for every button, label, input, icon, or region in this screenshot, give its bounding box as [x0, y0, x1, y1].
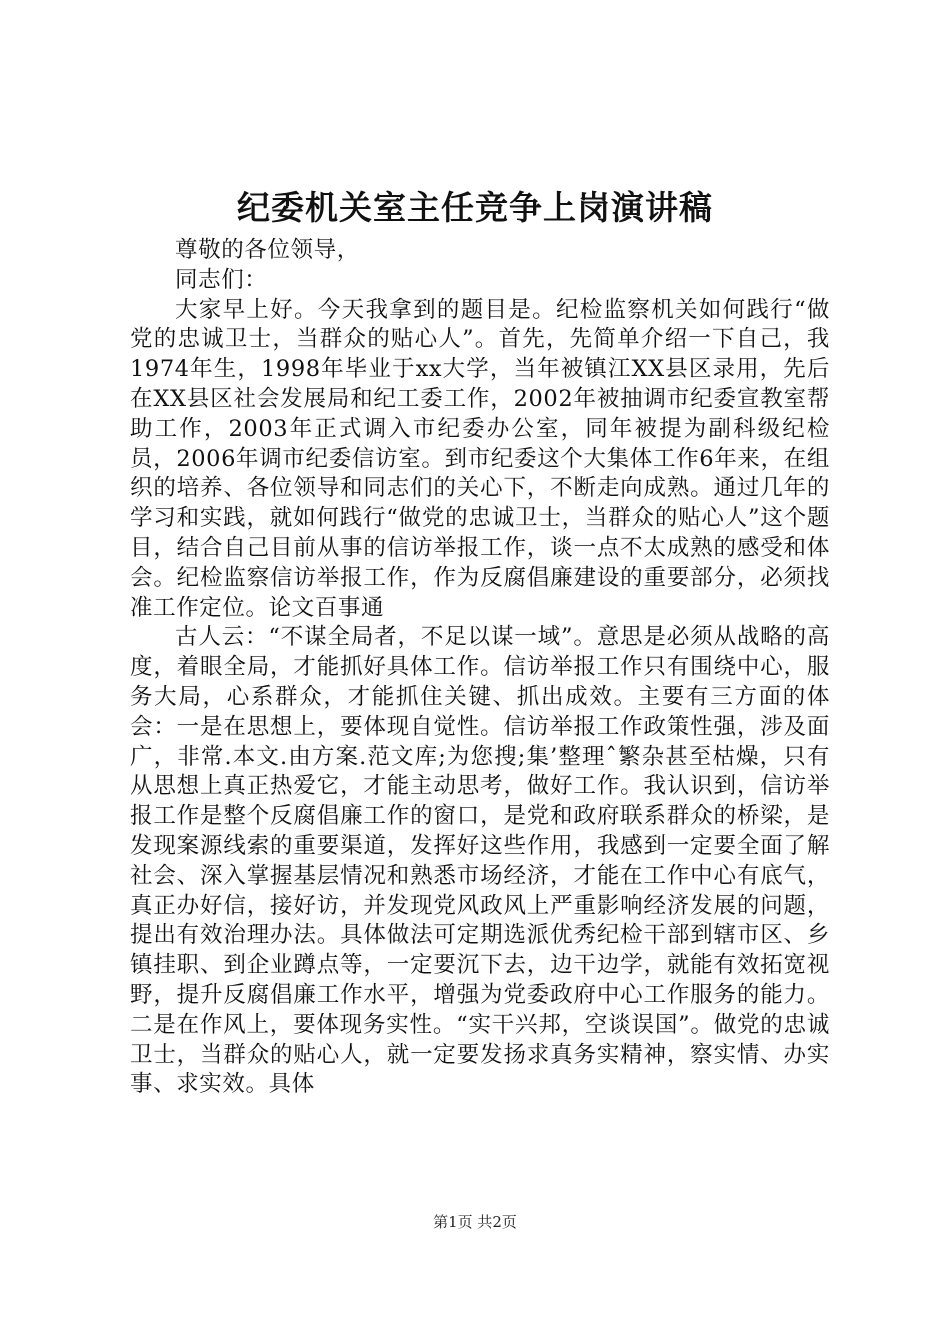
document-title: 纪委机关室主任竞争上岗演讲稿 — [237, 188, 713, 227]
document-body — [130, 236, 830, 1100]
body-paragraph: 大家早上好。今天我拿到的题目是。纪检监察机关如何践行“做党的忠诚卫士，当群众的贴心人”。首先，先简单介绍一下自己，我1974年生，1998年毕业于xx大学，当年被镇江XX县区录用，先后在XX县区社会发展局和纪工委工作，2002年被抽调市纪委宣教室帮助工作，2003年正式调入市纪委办公室，同年被提为副科级纪检员，2006年调市纪委信访室。到市纪委这个大集体工作6年来，在组织的培养、各位领导和同志们的关心下，不断走向成熟。通过几年的学习和实践，就如何践行“做党的忠诚卫士，当群众的贴心人”这个题目，结合自己目前从事的信访举报工作，谈一点不太成熟的感受和体会。纪检监察信访举报工作，作为反腐倡廉建设的重要部分，必须找准工作定位。论文百事通 — [130, 296, 830, 621]
greeting-line-1: 尊敬的各位领导， — [175, 237, 360, 263]
page-footer: 第1页 共2页 — [433, 1213, 517, 1231]
greeting-line-2: 同志们： — [175, 266, 268, 293]
body-paragraph: 古人云：“不谋全局者，不足以谋一域”。意思是必须从战略的高度，着眼全局，才能抓好具体工作。信访举报工作只有围绕中心，服务大局，心系群众，才能抓住关键、抓出成效。主要有三方面的体会：一是在思想上，要体现自觉性。信访举报工作政策性强，涉及面广，非常.本文.由方案.范文库;为您搜;集’整理ˆ繁杂甚至枯燥，只有从思想上真正热爱它，才能主动思考，做好工作。我认识到，信访举报工作是整个反腐倡廉工作的窗口，是党和政府联系群众的桥梁，是发现案源线索的重要渠道，发挥好这些作用，我感到一定要全面了解社会、深入掌握基层情况和熟悉市场经济，才能在工作中心有底气，真正办好信，接好访，并发现党风政风上严重影响经济发展的问题，提出有效治理办法。具体做法可定期选派优秀纪检干部到辖市区、乡镇挂职、到企业蹲点等，一定要沉下去，边干边学，就能有效拓宽视野，提升反腐倡廉工作水平，增强为党委政府中心工作服务的能力。二是在作风上，要体现务实性。“实干兴邦，空谈误国”。做党的忠诚卫士，当群众的贴心人，就一定要发扬求真务实精神，察实情、办实事、求实效。具体 — [130, 624, 830, 1098]
